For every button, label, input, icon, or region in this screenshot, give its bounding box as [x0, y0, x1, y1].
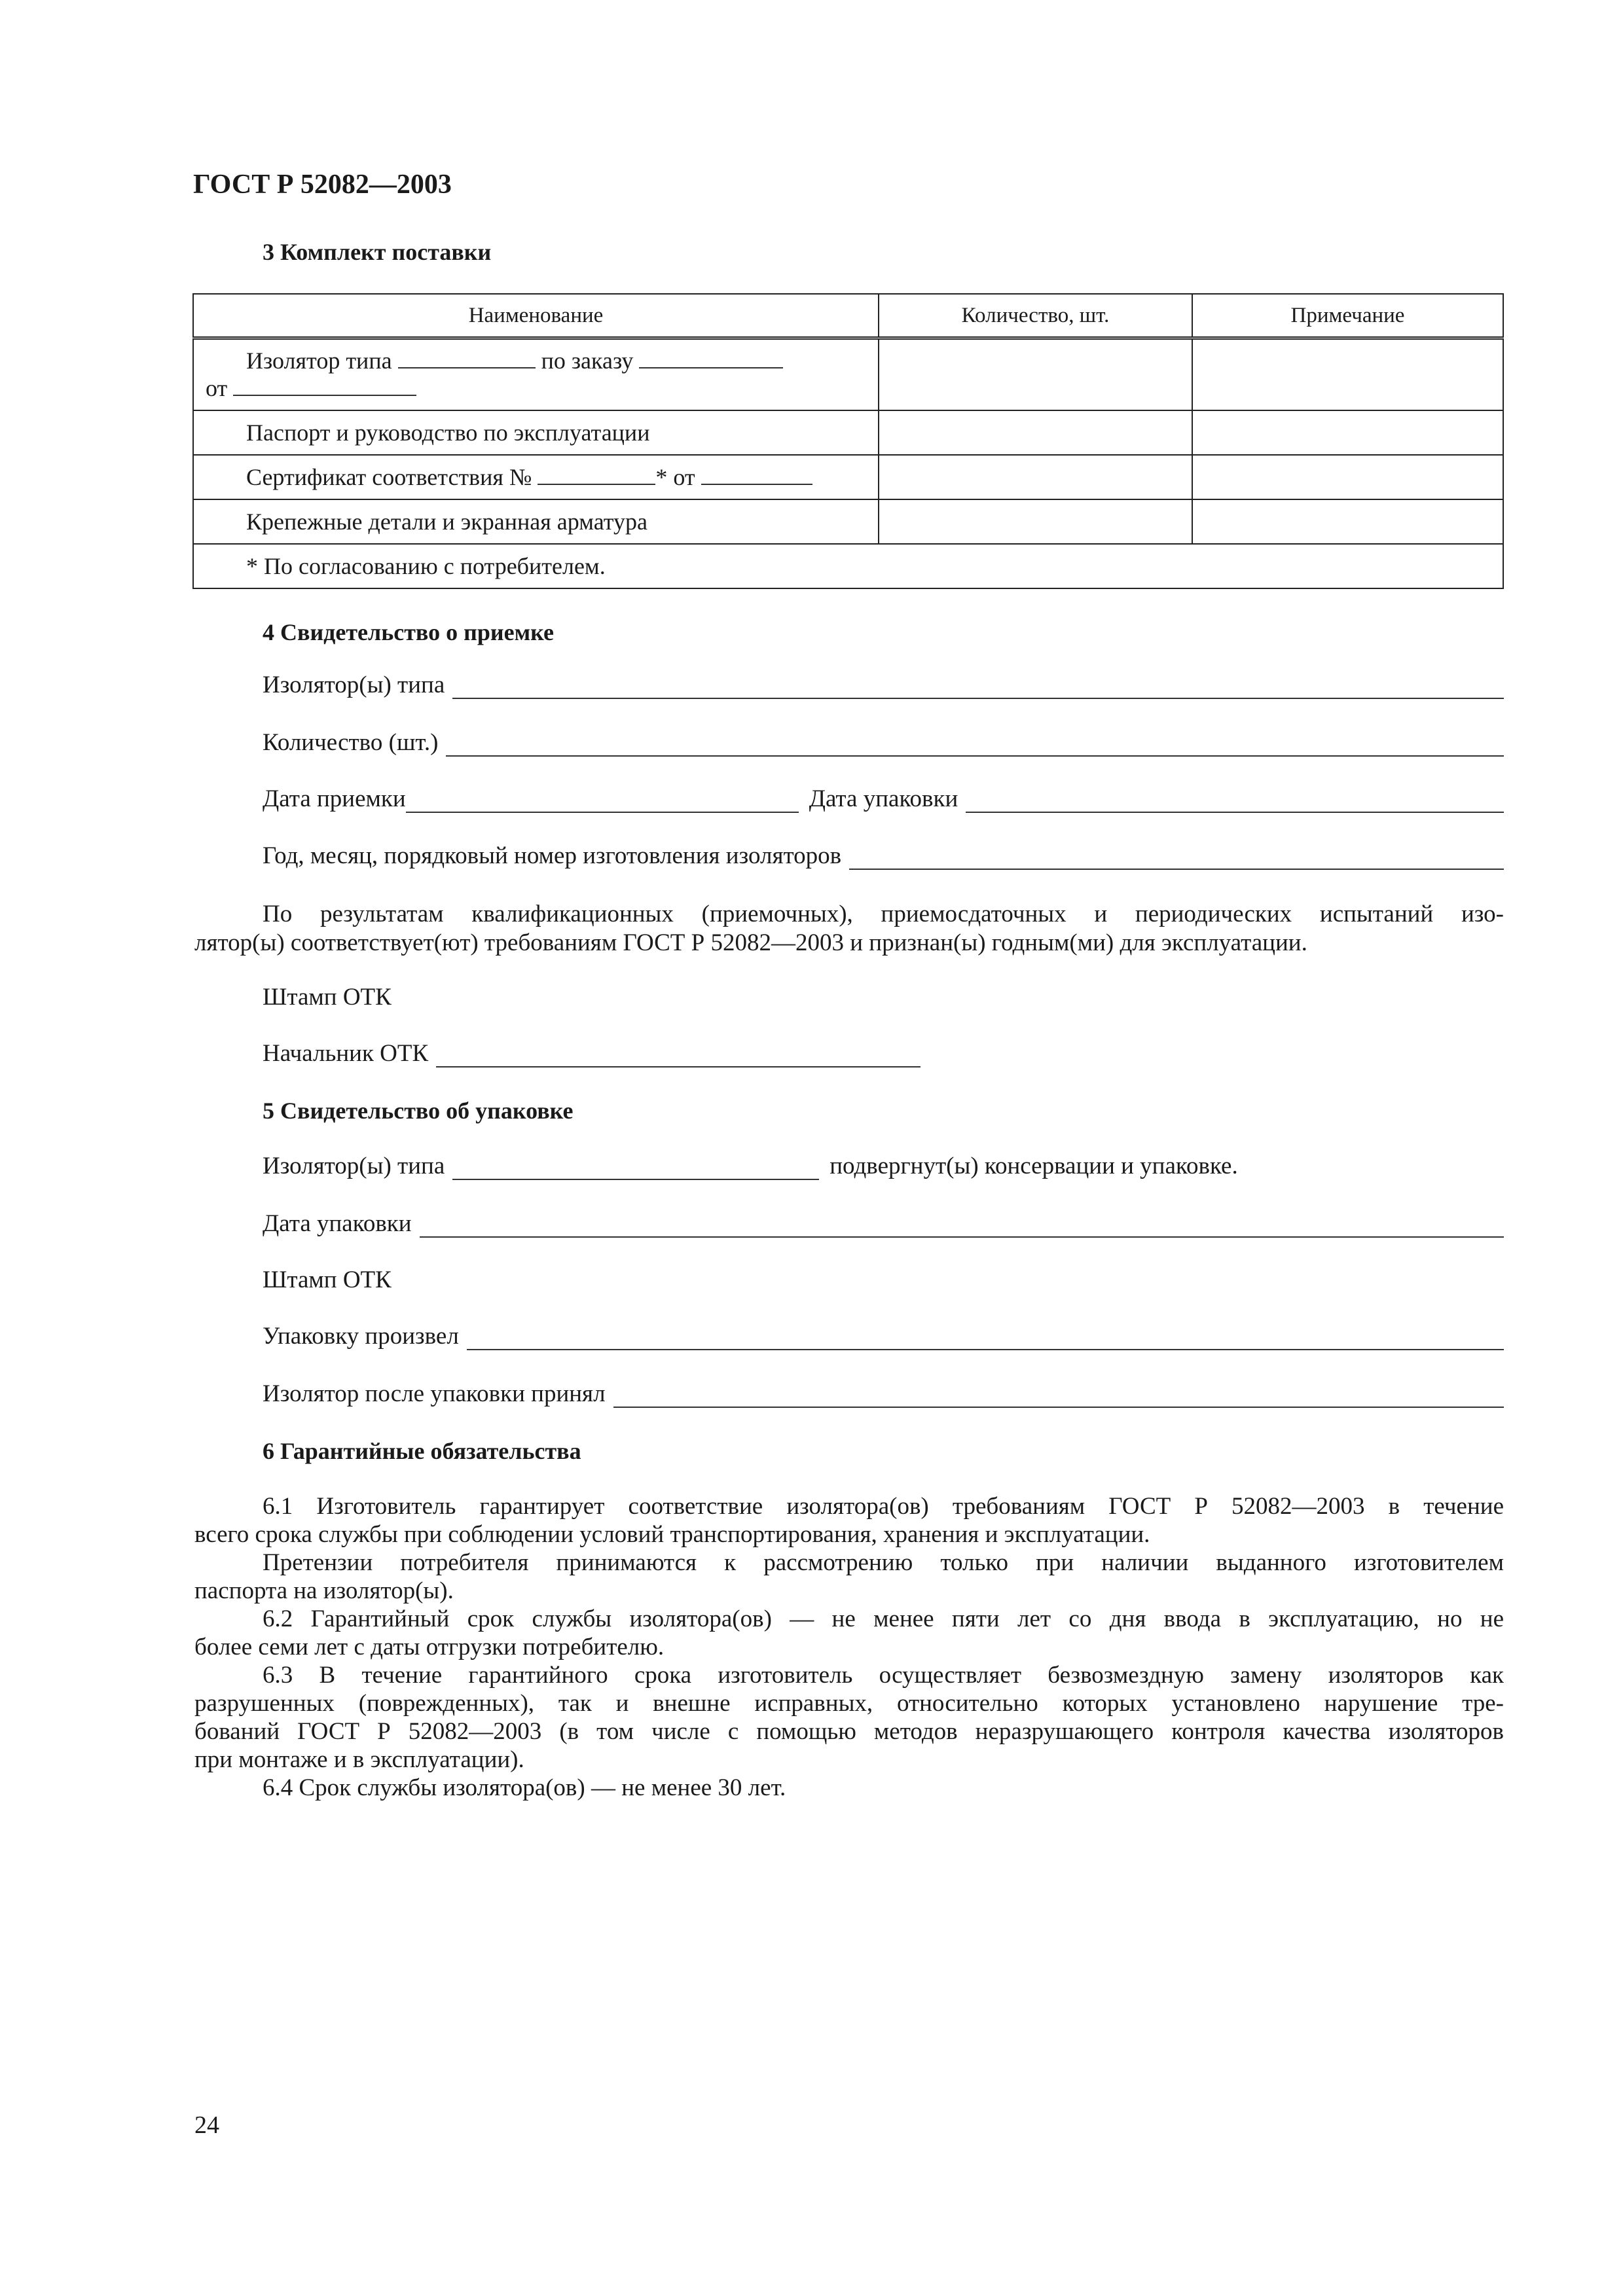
acceptance-pack-date-blank[interactable] — [966, 789, 1504, 813]
insulator-type-label: Изолятор типа — [246, 348, 392, 374]
table-row — [193, 410, 1503, 455]
packaging-type-suffix: подвергнут(ы) консервации и упаковке. — [830, 1153, 1238, 1179]
acceptance-pack-date-label: Дата упаковки — [809, 785, 958, 812]
order-label: по заказу — [541, 348, 634, 374]
packaging-date-label: Дата упаковки — [263, 1210, 412, 1237]
qc-chief-signature-blank[interactable] — [436, 1044, 921, 1067]
table-row — [193, 455, 1503, 499]
acceptance-quantity-label: Количество (шт.) — [263, 729, 439, 756]
acceptance-dates-row — [263, 785, 1504, 813]
supply-table — [192, 293, 1504, 589]
packaging-date-row — [263, 1210, 1504, 1238]
accepted-by-label: Изолятор после упаковки принял — [263, 1380, 606, 1407]
certificate-label: Сертификат соответствия № — [246, 463, 532, 490]
warranty-6-1-line-2: всего срока службы при соблюдении условий транспортирования, хранения и эксплуатации. — [194, 1521, 1150, 1548]
acceptance-date-blank[interactable] — [406, 789, 799, 813]
certificate-date-blank[interactable] — [701, 464, 812, 485]
qc-chief-row — [263, 1039, 921, 1067]
table-row — [193, 499, 1503, 544]
from-date-blank[interactable] — [233, 375, 416, 396]
table-header-row — [193, 294, 1503, 338]
packed-by-label: Упаковку произвел — [263, 1323, 459, 1350]
table-cell-quantity — [879, 455, 1192, 499]
manufacture-info-blank[interactable] — [849, 846, 1504, 870]
section-5-title: 5 Свидетельство об упаковке — [263, 1098, 574, 1124]
warranty-6-3-line-4: при монтаже и в эксплуатации). — [194, 1746, 524, 1773]
packed-by-blank[interactable] — [467, 1327, 1504, 1350]
table-cell-note — [1192, 455, 1503, 499]
table-cell-quantity — [879, 410, 1192, 455]
service-life-text: 6.4 Срок службы изолятора(ов) — не менее 30 лет. — [263, 1774, 786, 1801]
table-cell-quantity — [879, 499, 1192, 544]
warranty-6-3-line-3: бований ГОСТ Р 52082—2003 (в том числе с помощью методов неразрушающего контроля качества изоляторов — [194, 1718, 1504, 1745]
document-code-header: ГОСТ Р 52082—2003 — [193, 170, 452, 200]
warranty-6-2-line-1: 6.2 Гарантийный срок службы изолятора(ов) — не менее пяти лет со дня ввода в эксплуатацию, но не — [263, 1605, 1504, 1632]
column-header-note: Примечание — [1192, 294, 1503, 338]
acceptance-quantity-row — [263, 728, 1504, 757]
certificate-from-label: * от — [655, 463, 695, 490]
table-cell-note — [1192, 338, 1503, 410]
accepted-by-blank[interactable] — [613, 1384, 1504, 1408]
packaging-date-blank[interactable] — [420, 1214, 1504, 1238]
section-3-title: 3 Комплект поставки — [263, 239, 492, 265]
column-header-quantity: Количество, шт. — [879, 294, 1192, 338]
acceptance-quantity-blank[interactable] — [446, 733, 1504, 757]
table-cell-quantity — [879, 338, 1192, 410]
test-results-line-1: По результатам квалификационных (приемочных), приемосдаточных и периодических испытаний изо- — [263, 901, 1504, 927]
warranty-6-3-line-1: 6.3 В течение гарантийного срока изготовитель осуществляет безвозмездную замену изоляторов как — [263, 1662, 1504, 1689]
insulator-type-blank[interactable] — [398, 348, 536, 368]
packaging-type-label: Изолятор(ы) типа — [263, 1153, 445, 1179]
order-blank[interactable] — [639, 348, 783, 368]
manufacture-info-label: Год, месяц, порядковый номер изготовления изоляторов — [263, 842, 842, 869]
page-number: 24 — [194, 2111, 219, 2139]
from-label: от — [206, 375, 228, 401]
certificate-number-blank[interactable] — [538, 464, 655, 485]
packaging-type-row — [263, 1152, 1238, 1180]
packed-by-row — [263, 1322, 1504, 1350]
table-row — [193, 338, 1503, 410]
acceptance-type-label: Изолятор(ы) типа — [263, 672, 445, 698]
table-cell-certificate — [193, 455, 879, 499]
accepted-by-row — [263, 1380, 1504, 1408]
section-4-title: 4 Свидетельство о приемке — [263, 619, 554, 645]
qc-stamp-label: Штамп ОТК — [263, 984, 392, 1011]
packaging-stamp-label: Штамп ОТК — [263, 1266, 392, 1293]
manufacture-info-row — [263, 842, 1504, 870]
packaging-type-blank[interactable] — [452, 1157, 819, 1180]
table-cell-fasteners: Крепежные детали и экранная арматура — [193, 499, 879, 544]
acceptance-type-blank[interactable] — [452, 675, 1504, 699]
warranty-6-1-line-1: 6.1 Изготовитель гарантирует соответствие изолятора(ов) требованиям ГОСТ Р 52082—2003 в течение — [263, 1493, 1504, 1520]
test-results-line-2: лятор(ы) соответствует(ют) требованиям ГОСТ Р 52082—2003 и признан(ы) годным(ми) для эксплуатации. — [194, 929, 1307, 956]
claims-line-1: Претензии потребителя принимаются к рассмотрению только при наличии выданного изготовителем — [263, 1549, 1504, 1576]
qc-chief-label: Начальник ОТК — [263, 1040, 429, 1067]
table-footnote-row — [193, 544, 1503, 588]
table-cell-passport: Паспорт и руководство по эксплуатации — [193, 410, 879, 455]
claims-line-2: паспорта на изолятор(ы). — [194, 1577, 454, 1604]
acceptance-type-row — [263, 671, 1504, 699]
warranty-6-2-line-2: более семи лет с даты отгрузки потребителю. — [194, 1634, 665, 1660]
column-header-name: Наименование — [193, 294, 879, 338]
table-cell-note — [1192, 410, 1503, 455]
warranty-6-3-line-2: разрушенных (поврежденных), так и внешне исправных, относительно которых установлено нарушение тре- — [194, 1690, 1504, 1717]
acceptance-date-label: Дата приемки — [263, 785, 406, 812]
table-footnote: * По согласованию с потребителем. — [193, 544, 1503, 588]
section-6-title: 6 Гарантийные обязательства — [263, 1438, 581, 1464]
table-cell-insulator — [193, 338, 879, 410]
table-cell-note — [1192, 499, 1503, 544]
